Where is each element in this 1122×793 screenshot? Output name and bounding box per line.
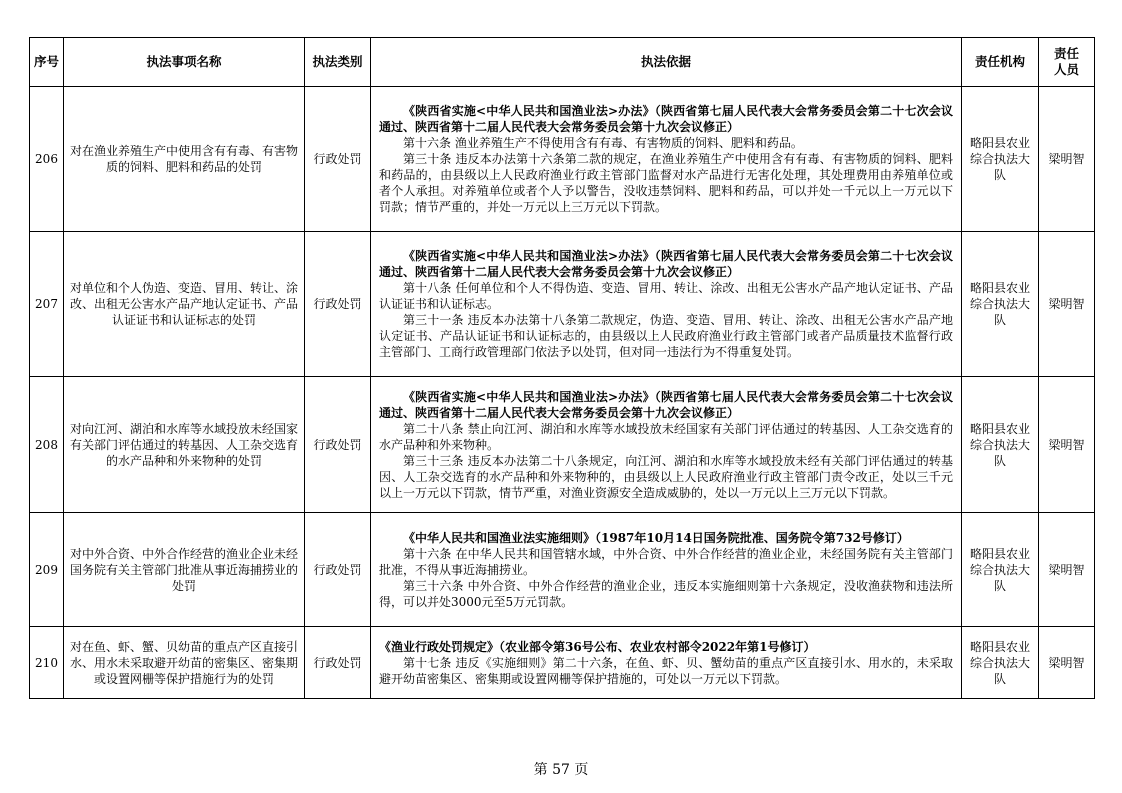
header-row <box>30 38 1095 87</box>
header-num: 序号 <box>30 38 64 87</box>
row-agency: 略阳县农业综合执法大队 <box>962 513 1039 627</box>
article-text: 第十六条 在中华人民共和国管辖水域，中外合资、中外合作经营的渔业企业，未经国务院有关主管部门批准，不得从事近海捕捞业。 <box>379 546 953 577</box>
law-title: 《中华人民共和国渔业法实施细则》（1987年10月14日国务院批准、国务院令第732号修订） <box>403 530 909 545</box>
row-num: 208 <box>30 377 64 513</box>
article-text: 第三十条 违反本办法第十六条第二款的规定，在渔业养殖生产中使用含有有毒、有害物质的饲料、肥料和药品的，由县级以上人民政府渔业行政主管部门监督对水产品进行无害化处理，其处理费用由养殖单位或者个人承担。对养殖单位或者个人予以警告，没收违禁饲料、肥料和药品，可以并处一千元以上一万元以下罚款；情节严重的，并处一万元以上三万元以下罚款。 <box>379 152 953 214</box>
row-num: 207 <box>30 232 64 377</box>
article-text: 第三十六条 中外合资、中外合作经营的渔业企业，违反本实施细则第十六条规定，没收渔获物和违法所得，可以并处3000元至5万元罚款。 <box>379 578 953 609</box>
law-title: 《陕西省实施<中华人民共和国渔业法>办法》（陕西省第七届人民代表大会常务委员会第二十七次会议通过、陕西省第十二届人民代表大会常务委员会第十九次会议修正） <box>379 104 953 134</box>
row-agency: 略阳县农业综合执法大队 <box>962 377 1039 513</box>
row-basis <box>371 513 962 627</box>
row-category: 行政处罚 <box>305 513 371 627</box>
law-title: 《陕西省实施<中华人民共和国渔业法>办法》（陕西省第七届人民代表大会常务委员会第二十七次会议通过、陕西省第十二届人民代表大会常务委员会第十九次会议修正） <box>379 249 953 279</box>
row-basis <box>371 627 962 699</box>
row-num: 206 <box>30 87 64 232</box>
row-num: 210 <box>30 627 64 699</box>
enforcement-table <box>29 37 1095 699</box>
header-agency: 责任机构 <box>962 38 1039 87</box>
header-name: 执法事项名称 <box>64 38 305 87</box>
row-person: 梁明智 <box>1039 232 1095 377</box>
row-person: 梁明智 <box>1039 377 1095 513</box>
row-person: 梁明智 <box>1039 87 1095 232</box>
page-number: 第 57 页 <box>533 762 589 778</box>
row-basis <box>371 377 962 513</box>
row-person: 梁明智 <box>1039 513 1095 627</box>
header-person: 责任人员 <box>1039 38 1095 87</box>
row-name: 对单位和个人伪造、变造、冒用、转让、涂改、出租无公害水产品产地认定证书、产品认证证书和认证标志的处罚 <box>64 232 305 377</box>
row-category: 行政处罚 <box>305 377 371 513</box>
row-basis <box>371 87 962 232</box>
table-row <box>30 232 1095 377</box>
article-text: 第三十三条 违反本办法第二十八条规定，向江河、湖泊和水库等水域投放未经有关部门评估通过的转基因、人工杂交选育的水产品种和外来物种的，由县级以上人民政府渔业行政主管部门责令改正，处以三千元以上一万元以下罚款，情节严重，对渔业资源安全造成威胁的，处以一万元以上三万元以下罚款。 <box>379 453 953 500</box>
law-title: 《陕西省实施<中华人民共和国渔业法>办法》（陕西省第七届人民代表大会常务委员会第二十七次会议通过、陕西省第十二届人民代表大会常务委员会第十九次会议修正） <box>379 389 953 420</box>
row-agency: 略阳县农业综合执法大队 <box>962 232 1039 377</box>
row-basis <box>371 232 962 377</box>
header-category: 执法类别 <box>305 38 371 87</box>
table-row <box>30 513 1095 627</box>
row-agency: 略阳县农业综合执法大队 <box>962 627 1039 699</box>
table-row <box>30 627 1095 699</box>
row-num: 209 <box>30 513 64 627</box>
law-title: 《渔业行政处罚规定》（农业部令第36号公布、农业农村部令2022年第1号修订） <box>379 639 816 654</box>
row-category: 行政处罚 <box>305 87 371 232</box>
article-text: 第十七条 违反《实施细则》第二十六条，在鱼、虾、贝、蟹幼苗的重点产区直接引水、用水的，未采取避开幼苗密集区、密集期或设置网栅等保护措施的，可处以一万元以下罚款。 <box>379 655 953 686</box>
row-agency: 略阳县农业综合执法大队 <box>962 87 1039 232</box>
table-row <box>30 377 1095 513</box>
article-text: 第十六条 渔业养殖生产不得使用含有有毒、有害物质的饲料、肥料和药品。 <box>403 136 803 150</box>
header-basis: 执法依据 <box>371 38 962 87</box>
row-name: 对在渔业养殖生产中使用含有有毒、有害物质的饲料、肥料和药品的处罚 <box>64 87 305 232</box>
row-category: 行政处罚 <box>305 232 371 377</box>
row-person: 梁明智 <box>1039 627 1095 699</box>
row-name: 对在鱼、虾、蟹、贝幼苗的重点产区直接引水、用水未采取避开幼苗的密集区、密集期或设置网栅等保护措施行为的处罚 <box>64 627 305 699</box>
article-text: 第十八条 任何单位和个人不得伪造、变造、冒用、转让、涂改、出租无公害水产品产地认定证书、产品认证证书和认证标志。 <box>379 281 953 311</box>
row-category: 行政处罚 <box>305 627 371 699</box>
article-text: 第三十一条 违反本办法第十八条第二款规定，伪造、变造、冒用、转让、涂改、出租无公害水产品产地认定证书、产品认证证书和认证标志的，由县级以上人民政府渔业行政主管部门或者产品质量技术监督行政主管部门、工商行政管理部门依法予以处罚，但对同一违法行为不得重复处罚。 <box>379 313 953 359</box>
row-name: 对向江河、湖泊和水库等水域投放未经国家有关部门评估通过的转基因、人工杂交选育的水产品种和外来物种的处罚 <box>64 377 305 513</box>
row-name: 对中外合资、中外合作经营的渔业企业未经国务院有关主管部门批准从事近海捕捞业的处罚 <box>64 513 305 627</box>
article-text: 第二十八条 禁止向江河、湖泊和水库等水域投放未经国家有关部门评估通过的转基因、人工杂交选育的水产品种和外来物种。 <box>379 421 953 452</box>
table-row <box>30 87 1095 232</box>
